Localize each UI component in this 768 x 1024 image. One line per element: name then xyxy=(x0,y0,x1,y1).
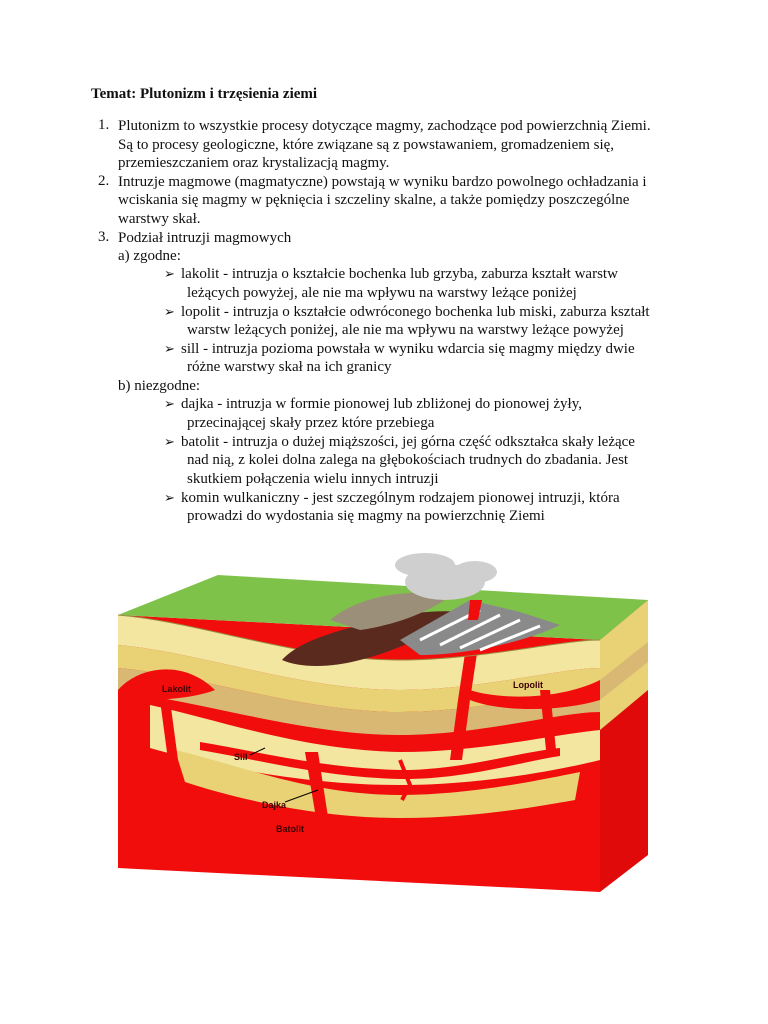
bullet-arrow-icon: ➢ xyxy=(164,490,175,505)
smoke-cloud-3 xyxy=(453,561,497,583)
section-a-label: a) zgodne: xyxy=(118,248,181,264)
label-lakolit: Lakolit xyxy=(162,684,192,694)
bullet-sill-line-1: sill - intruzja pozioma powstała w wyniku wdarcia się magmy między dwie xyxy=(181,341,635,357)
item-number: 3. xyxy=(98,229,110,245)
item-number: 1. xyxy=(98,117,110,133)
label-batolit: Batolit xyxy=(276,824,304,834)
bullet-batolit-line-1: batolit - intruzja o dużej miąższości, jej górna część odkształca skały leżące xyxy=(181,434,635,450)
item-1-line-1: Plutonizm to wszystkie procesy dotyczące magmy, zachodzące pod powierzchnią Ziemi. xyxy=(118,118,651,134)
item-1-line-2: Są to procesy geologiczne, które związane są z powstawaniem, gromadzeniem się, xyxy=(118,137,615,153)
item-2-line-2: wciskania się magmy w pęknięcia i szczeliny skalne, a także pomiędzy poszczególne xyxy=(118,192,630,208)
bullet-komin-line-2: prowadzi do wydostania się magmy na powierzchnię Ziemi xyxy=(187,508,545,524)
bullet-lopolit-line-1: lopolit - intruzja o kształcie odwróconego bochenka lub miski, zaburza kształt xyxy=(181,304,650,320)
bullet-lopolit-line-2: warstw leżących poniżej, ale nie ma wpływu na warstwy leżące powyżej xyxy=(187,322,624,338)
section-b-label: b) niezgodne: xyxy=(118,378,201,394)
bullet-arrow-icon: ➢ xyxy=(164,266,175,281)
label-dajka: Dajka xyxy=(262,800,287,810)
bullet-batolit-line-3: skutkiem połączenia wielu innych intruzji xyxy=(187,471,439,487)
bullet-arrow-icon: ➢ xyxy=(164,341,175,356)
item-2-line-3: warstwy skał. xyxy=(118,211,201,227)
bullet-lakolit-line-1: lakolit - intruzja o kształcie bochenka lub grzyba, zaburza kształt warstw xyxy=(181,266,618,282)
bullet-lakolit-line-2: leżących powyżej, ale nie ma wpływu na warstwy leżące poniżej xyxy=(187,285,577,301)
bullet-arrow-icon: ➢ xyxy=(164,434,175,449)
bullet-sill-line-2: różne warstwy skał na ich granicy xyxy=(187,359,392,375)
smoke-cloud-2 xyxy=(395,553,455,577)
item-3-line-1: Podział intruzji magmowych xyxy=(118,230,292,246)
label-lopolit: Lopolit xyxy=(513,680,543,690)
bullet-arrow-icon: ➢ xyxy=(164,396,175,411)
bullet-batolit-line-2: nad nią, z kolei dolna zalega na głębokościach trudnych do zbadania. Jest xyxy=(187,452,629,468)
bullet-dajka-line-1: dajka - intruzja w formie pionowej lub zbliżonej do pionowej żyły, xyxy=(181,396,583,412)
page-title: Temat: Plutonizm i trzęsienia ziemi xyxy=(91,86,318,102)
item-1-line-3: przemieszczaniem oraz krystalizacją magmy. xyxy=(118,155,390,171)
bullet-komin-line-1: komin wulkaniczny - jest szczególnym rodzajem pionowej intruzji, która xyxy=(181,490,620,506)
bullet-arrow-icon: ➢ xyxy=(164,304,175,319)
bullet-dajka-line-2: przecinającej skały przez które przebiega xyxy=(187,415,435,431)
item-2-line-1: Intruzje magmowe (magmatyczne) powstają w wyniku bardzo powolnego ochładzania i xyxy=(118,174,647,190)
label-sill: Sill xyxy=(234,752,248,762)
item-number: 2. xyxy=(98,173,110,189)
